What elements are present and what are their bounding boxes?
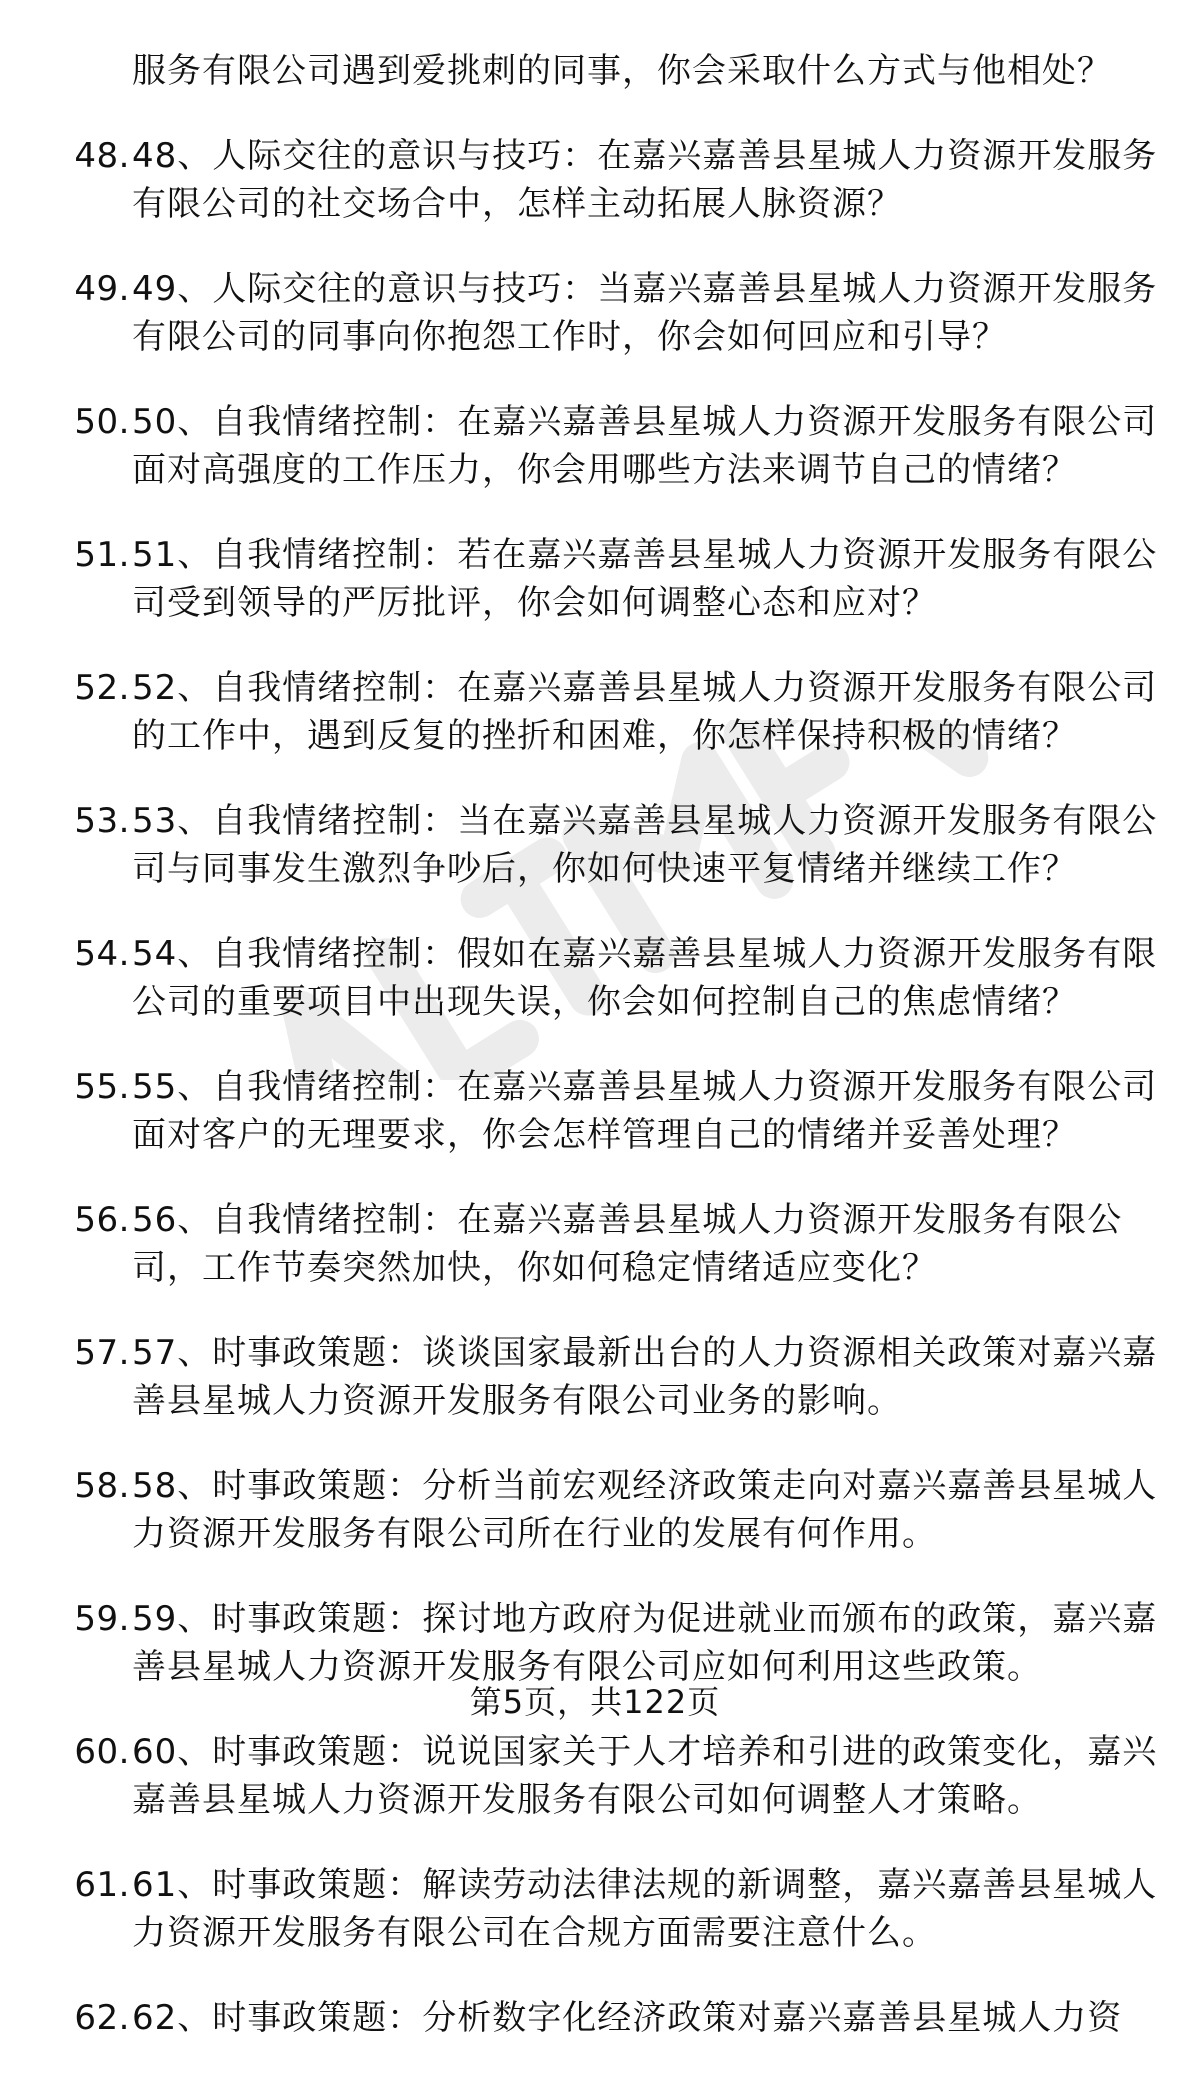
question-item — [0, 1329, 1190, 1425]
question-item — [0, 1728, 1190, 1824]
question-item — [0, 531, 1190, 627]
question-text: 53、自我情绪控制：当在嘉兴嘉善县星城人力资源开发服务有限公司与同事发生激烈争吵后，你如何快速平复情绪并继续工作？ — [132, 801, 1158, 889]
question-number: 55. — [74, 1067, 130, 1107]
question-list — [0, 47, 1190, 2079]
question-number: 49. — [74, 269, 130, 309]
question-item — [0, 398, 1190, 494]
question-number: 61. — [74, 1865, 130, 1905]
question-number: 59. — [74, 1599, 130, 1639]
question-item — [0, 664, 1190, 760]
question-number: 51. — [74, 535, 130, 575]
question-text: 50、自我情绪控制：在嘉兴嘉善县星城人力资源开发服务有限公司面对高强度的工作压力，你会用哪些方法来调节自己的情绪？ — [132, 402, 1158, 490]
question-number: 54. — [74, 934, 130, 974]
question-number: 50. — [74, 402, 130, 442]
question-text: 58、时事政策题：分析当前宏观经济政策走向对嘉兴嘉善县星城人力资源开发服务有限公司所在行业的发展有何作用。 — [132, 1466, 1158, 1554]
question-item — [0, 132, 1190, 228]
question-number: 62. — [74, 1998, 130, 2038]
question-item — [0, 1994, 1190, 2042]
question-item — [0, 1462, 1190, 1558]
question-number: 53. — [74, 801, 130, 841]
question-text: 55、自我情绪控制：在嘉兴嘉善县星城人力资源开发服务有限公司面对客户的无理要求，你会怎样管理自己的情绪并妥善处理？ — [132, 1067, 1158, 1155]
question-number: 56. — [74, 1200, 130, 1240]
question-text: 49、人际交往的意识与技巧：当嘉兴嘉善县星城人力资源开发服务有限公司的同事向你抱怨工作时，你会如何回应和引导？ — [132, 269, 1158, 357]
question-text: 56、自我情绪控制：在嘉兴嘉善县星城人力资源开发服务有限公司，工作节奏突然加快，你如何稳定情绪适应变化？ — [132, 1200, 1123, 1288]
question-text: 54、自我情绪控制：假如在嘉兴嘉善县星城人力资源开发服务有限公司的重要项目中出现失误，你会如何控制自己的焦虑情绪？ — [132, 934, 1158, 1022]
question-text: 62、时事政策题：分析数字化经济政策对嘉兴嘉善县星城人力资 — [132, 1998, 1123, 2038]
question-number: 60. — [74, 1732, 130, 1772]
question-number: 48. — [74, 136, 130, 176]
question-item — [0, 1595, 1190, 1691]
question-text: 52、自我情绪控制：在嘉兴嘉善县星城人力资源开发服务有限公司的工作中，遇到反复的挫折和困难，你怎样保持积极的情绪？ — [132, 668, 1158, 756]
question-number: 57. — [74, 1333, 130, 1373]
question-item — [0, 797, 1190, 893]
question-number: 58. — [74, 1466, 130, 1506]
question-text: 60、时事政策题：说说国家关于人才培养和引进的政策变化，嘉兴嘉善县星城人力资源开发服务有限公司如何调整人才策略。 — [132, 1732, 1158, 1820]
page-footer: 第5页，共122页 — [469, 1683, 721, 1721]
question-text: 48、人际交往的意识与技巧：在嘉兴嘉善县星城人力资源开发服务有限公司的社交场合中，怎样主动拓展人脉资源？ — [132, 136, 1158, 224]
question-item — [0, 930, 1190, 1026]
question-item — [0, 1196, 1190, 1292]
question-item — [0, 1063, 1190, 1159]
question-item — [0, 265, 1190, 361]
question-text: 59、时事政策题：探讨地方政府为促进就业而颁布的政策，嘉兴嘉善县星城人力资源开发服务有限公司应如何利用这些政策。 — [132, 1599, 1158, 1687]
question-item — [0, 1861, 1190, 1957]
question-text: 57、时事政策题：谈谈国家最新出台的人力资源相关政策对嘉兴嘉善县星城人力资源开发服务有限公司业务的影响。 — [132, 1333, 1158, 1421]
continued-question-text: 服务有限公司遇到爱挑刺的同事，你会采取什么方式与他相处？ — [132, 51, 1112, 91]
question-text: 51、自我情绪控制：若在嘉兴嘉善县星城人力资源开发服务有限公司受到领导的严厉批评，你会如何调整心态和应对？ — [132, 535, 1158, 623]
question-number: 52. — [74, 668, 130, 708]
question-text: 61、时事政策题：解读劳动法律法规的新调整，嘉兴嘉善县星城人力资源开发服务有限公司在合规方面需要注意什么。 — [132, 1865, 1158, 1953]
